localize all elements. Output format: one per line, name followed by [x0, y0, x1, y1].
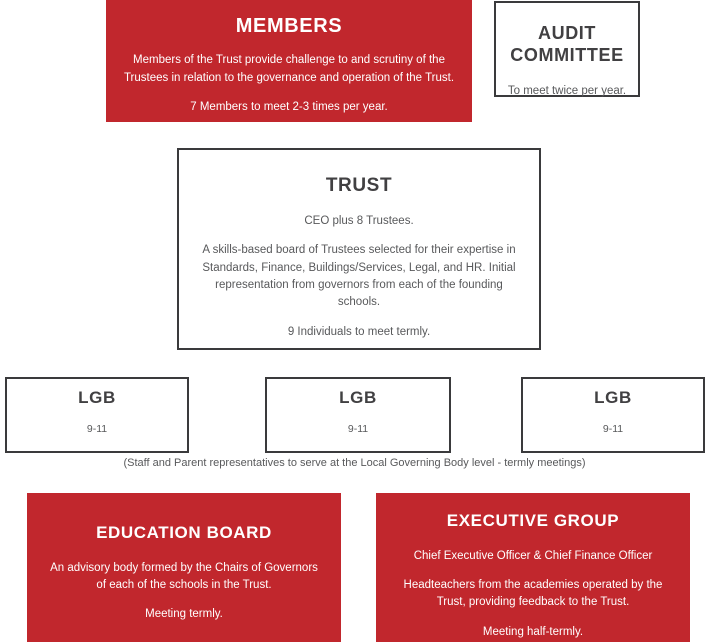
members-body — [120, 52, 458, 116]
lgb-note: (Staff and Parent representatives to serve at the Local Governing Body level - termly meetings) — [123, 457, 586, 469]
trust-box — [177, 148, 541, 350]
executive-group-body — [392, 548, 674, 641]
members-meetings: 7 Members to meet 2-3 times per year. — [190, 100, 388, 113]
lgb-title-1: LGB — [78, 388, 116, 407]
education-board-title: EDUCATION BOARD — [96, 523, 272, 542]
education-board-body — [45, 560, 323, 624]
trust-body — [197, 213, 521, 341]
trust-composition: CEO plus 8 Trustees. — [304, 215, 414, 228]
lgb-box-2 — [265, 377, 451, 453]
lgb-title-3: LGB — [594, 388, 632, 407]
audit-committee-box — [494, 1, 640, 97]
education-board-meetings: Meeting termly. — [145, 608, 223, 621]
executive-group-meetings: Meeting half-termly. — [482, 625, 584, 638]
education-board-box — [27, 493, 341, 642]
trust-title: TRUST — [325, 175, 393, 196]
members-description: Members of the Trust provide challenge to and scrutiny of the Trustees in relation to the governance and operation of the Trust. — [123, 54, 455, 84]
executive-group-headteachers: Headteachers from the academies operated by the Trust, providing feedback to the Trust. — [403, 579, 663, 609]
lgb-box-3 — [521, 377, 705, 453]
lgb-range-3: 9-11 — [602, 422, 624, 435]
executive-group-title: EXECUTIVE GROUP — [446, 511, 620, 530]
audit-committee-meetings: To meet twice per year. — [507, 84, 627, 97]
audit-committee-title: AUDIT COMMITTEE — [510, 23, 624, 65]
executive-group-officers: Chief Executive Officer & Chief Finance Officer — [413, 549, 653, 562]
education-board-description: An advisory body formed by the Chairs of Governors of each of the schools in the Trust. — [50, 561, 318, 591]
lgb-range-2: 9-11 — [347, 422, 369, 435]
members-title: MEMBERS — [235, 15, 343, 37]
lgb-title-2: LGB — [339, 388, 377, 407]
audit-committee-body — [504, 83, 630, 100]
members-box — [106, 0, 472, 122]
trust-description: A skills-based board of Trustees selected for their expertise in Standards, Finance, Buildings/Services, Legal, and HR. Initial representation from governors from each of the founding schools. — [202, 244, 516, 309]
lgb-box-1 — [5, 377, 189, 453]
executive-group-box — [376, 493, 690, 642]
trust-meetings: 9 Individuals to meet termly. — [287, 325, 431, 338]
lgb-range-1: 9-11 — [86, 422, 108, 435]
